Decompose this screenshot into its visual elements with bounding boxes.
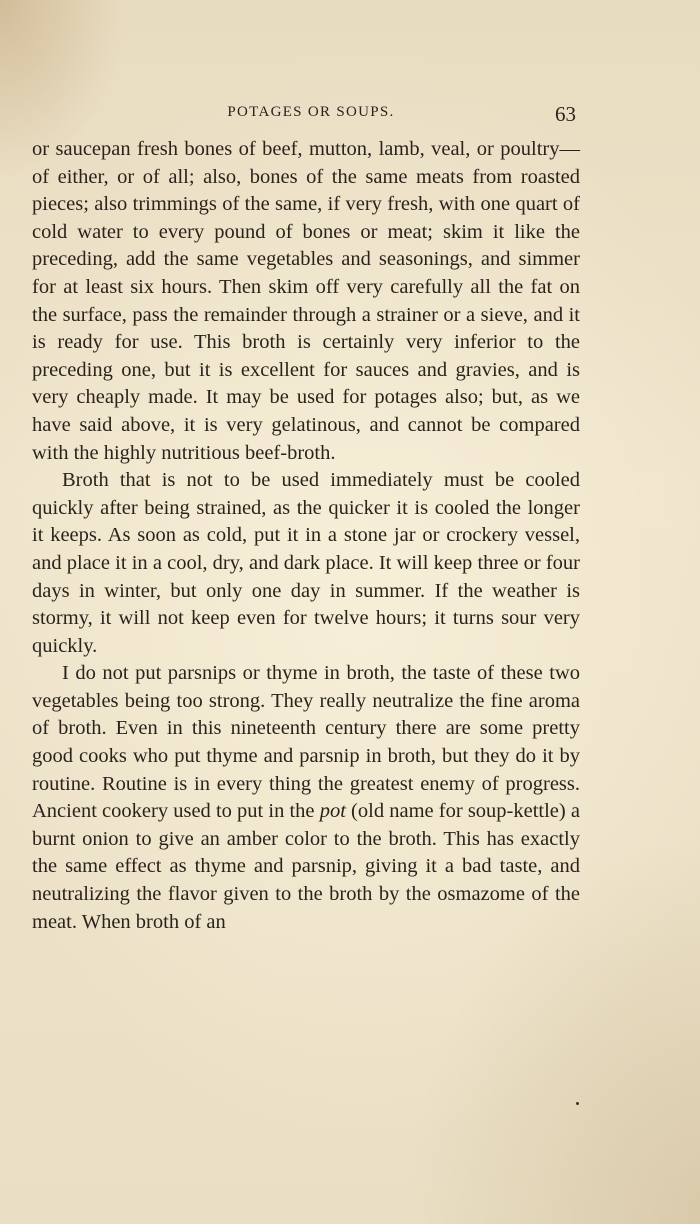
italic-word-pot: pot — [319, 800, 346, 823]
paragraph-cooling-broth: Broth that is not to be used immediately must be cooled quickly after being strained, as the quicker it is cooled the longer it keeps. As soon as cold, put it in a stone jar or crockery vessel, and place it in a cool, dry, and dark place. It will keep three or four days in winter, but only one day in summer. If the weather is stormy, it will not keep even for twelve hours; it turns sour very quickly. — [32, 469, 580, 657]
page-number: 63 — [555, 102, 576, 126]
paragraph-text-before-italic: I do not put parsnips or thyme in broth, the taste of these two vegetables being too strong. They really neutralize the fine aroma of broth. Even in this nineteenth century there are some pretty good cooks who put thyme and parsnip in broth, but they do it by routine. Routine is in every thing the greatest enemy of progress. Ancient cookery used to put in the — [32, 662, 580, 823]
paragraph-text-after-italic: (old name for soup-kettle) a burnt onion to give an amber color to the broth. This has exactly the same effect as thyme and parsnip, giving it a bad taste, and neutralizing the flavor given to the broth by the osmazome of the meat. When broth of an — [32, 800, 580, 933]
book-page — [32, 96, 580, 936]
paragraph-parsnips-thyme — [32, 660, 580, 936]
running-head — [32, 96, 580, 136]
paragraph-bones-broth: or saucepan fresh bones of beef, mutton, lamb, veal, or poultry—of either, or of all; also, bones of the same meats from roasted pieces; also trimmings of the same, if very fresh, with one quart of cold water to every pound of bones or meat; skim it like the preceding, add the same vegetables and seasonings, and simmer for at least six hours. Then skim off very carefully all the fat on the surface, pass the remainder through a strainer or a sieve, and it is ready for use. This broth is certainly very inferior to the preceding one, but it is excellent for sauces and gravies, and is very cheaply made. It may be used for potages also; but, as we have said above, it is very gelatinous, and cannot be compared with the highly nutritious beef-broth. — [32, 138, 580, 464]
body-text — [32, 136, 580, 936]
paper-speck — [576, 1102, 579, 1105]
running-title: POTAGES OR SOUPS. — [227, 104, 395, 120]
